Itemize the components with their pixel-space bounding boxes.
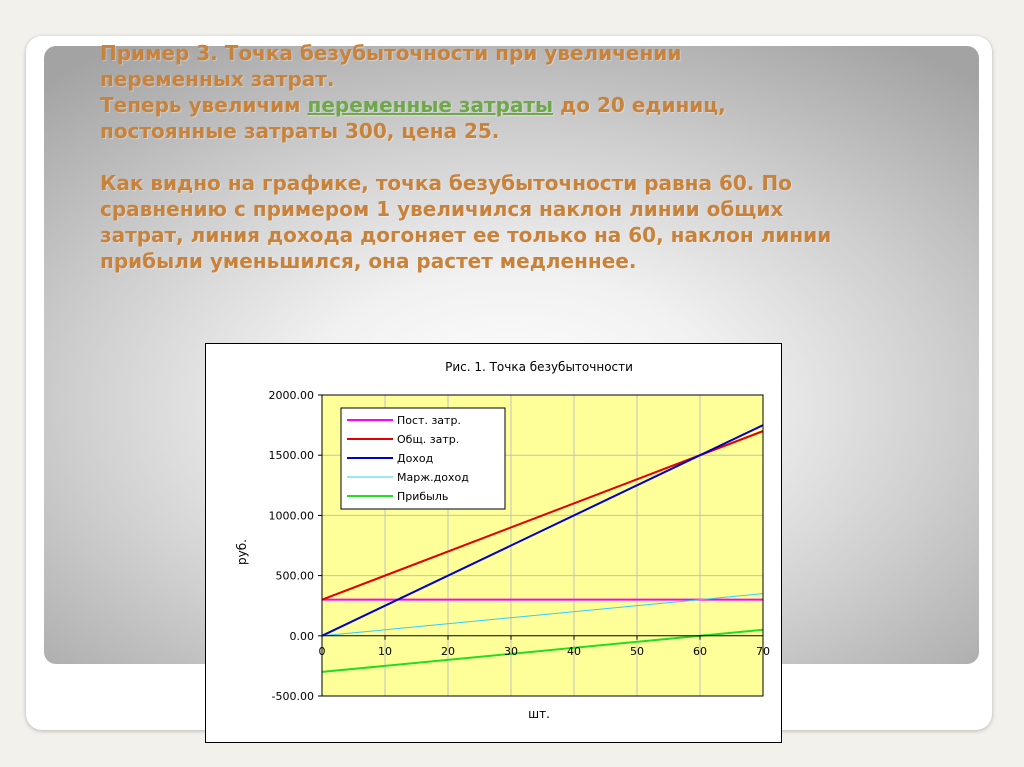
y-tick-label: -500.00 [271,690,314,703]
x-tick-label: 30 [504,644,518,658]
slide-text [100,40,940,274]
paragraph-line-4: прибыли уменьшился, она растет медленнее. [100,249,637,273]
legend-label: Марж.доход [397,471,469,484]
x-tick-label: 50 [630,644,644,658]
legend-label: Прибыль [397,490,449,503]
y-tick-label: 2000.00 [268,389,314,402]
chart-legend [341,408,505,509]
y-tick-label: 1000.00 [268,509,314,523]
y-tick-label: 1500.00 [268,449,314,463]
chart-title: Рис. 1. Точка безубыточности [445,360,633,374]
y-tick-label: 0.00 [289,629,314,643]
slide-title-line-2: переменных затрат. [100,67,335,91]
legend-label: Пост. затр. [397,414,461,427]
chart-box [205,343,782,743]
slide-text-line-4: постоянные затраты 300, цена 25. [100,119,500,143]
breakeven-chart [206,344,781,742]
slide-text-line-3 [100,92,940,118]
variable-costs-link[interactable]: переменные затраты [307,93,554,117]
y-axis-label: руб. [235,539,249,565]
text-after-link: до 20 единиц, [553,93,726,117]
x-tick-label: 20 [441,644,455,658]
paragraph-line-3: затрат, линия дохода догоняет ее только на 60, наклон линии [100,223,832,247]
y-tick-label: 500.00 [275,569,314,583]
paragraph-line-1: Как видно на графике, точка безубыточности равна 60. По [100,171,792,195]
x-tick-label: 60 [693,644,707,658]
slide-title-line-1: Пример 3. Точка безубыточности при увеличении [100,41,682,65]
legend-label: Общ. затр. [397,433,460,446]
legend-label: Доход [397,452,434,465]
x-tick-label: 70 [756,644,770,658]
x-axis-label: шт. [528,707,550,721]
paragraph-line-2: сравнению с примером 1 увеличился наклон линии общих [100,197,784,221]
x-tick-label: 10 [378,644,392,658]
x-tick-label: 0 [318,644,326,658]
x-tick-label: 40 [567,644,581,658]
text-before-link: Теперь увеличим [100,93,308,117]
